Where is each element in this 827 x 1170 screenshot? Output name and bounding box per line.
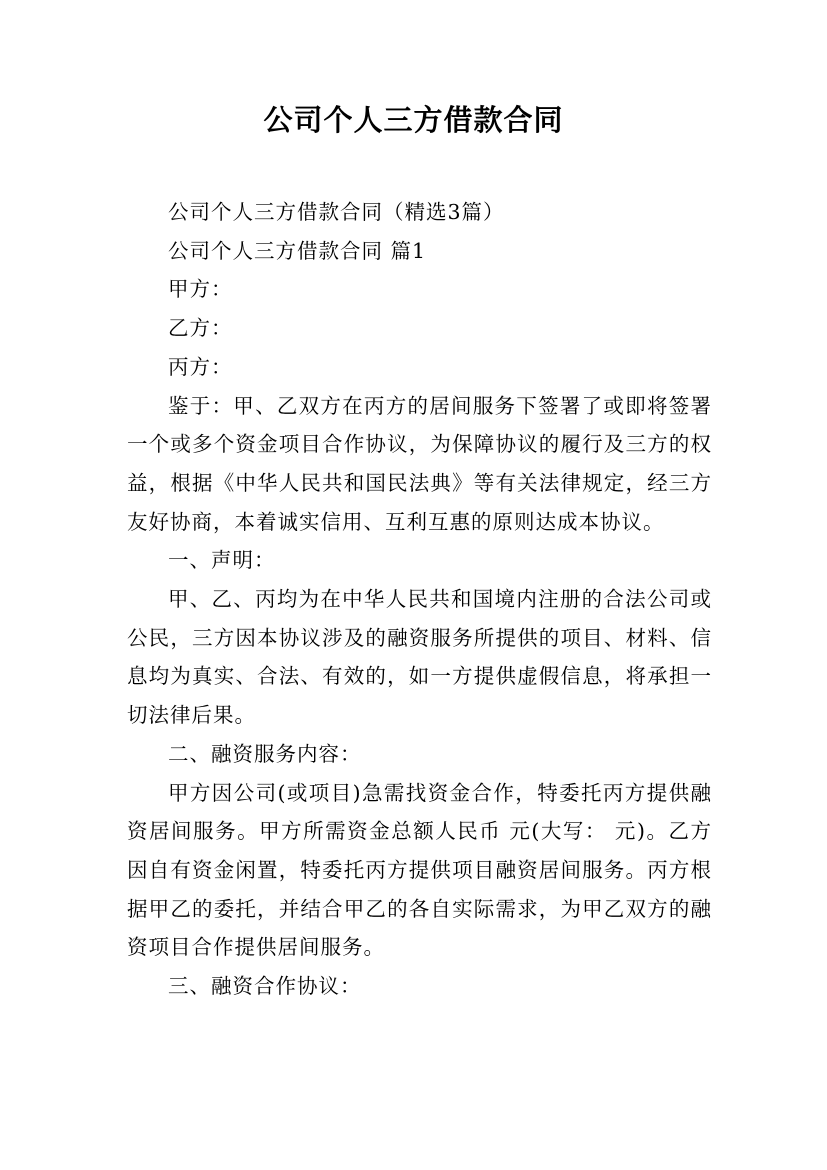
heading-financing-service: 二、融资服务内容： [168,741,362,766]
heading-declaration: 一、声明： [168,548,276,573]
document-title: 公司个人三方借款合同 [263,103,564,137]
paragraph-party-b: 乙方： [168,316,233,341]
paragraph-party-c: 丙方： [168,354,233,379]
paragraph-financing-service: 甲方因公司(或项目)急需找资金合作，特委托丙方提供融资居间服务。甲方所需资金总额人民币 元(大写： 元)。乙方因自有资金闲置，特委托丙方提供项目融资居间服务。丙方根据甲乙的委托，并结合甲乙的各自实际需求，为甲乙双方的融资项目合作提供居间服务。 [127,780,712,960]
paragraph-party-a: 甲方： [168,277,233,302]
document-body [127,193,712,1006]
paragraph-declaration: 甲、乙、丙均为在中华人民共和国境内注册的合法公司或公民，三方因本协议涉及的融资服务所提供的项目、材料、信息均为真实、合法、有效的，如一方提供虚假信息，将承担一切法律后果。 [127,587,712,728]
paragraph-intro: 公司个人三方借款合同（精选3篇） [168,200,505,224]
heading-cooperation-agreement: 三、融资合作协议： [168,974,362,999]
paragraph-section-heading: 公司个人三方借款合同 篇1 [168,238,427,263]
paragraph-recital: 鉴于：甲、乙双方在丙方的居间服务下签署了或即将签署一个或多个资金项目合作协议，为保障协议的履行及三方的权益，根据《中华人民共和国民法典》等有关法律规定，经三方友好协商，本着诚实信用、互利互惠的原则达成本协议。 [127,393,712,534]
